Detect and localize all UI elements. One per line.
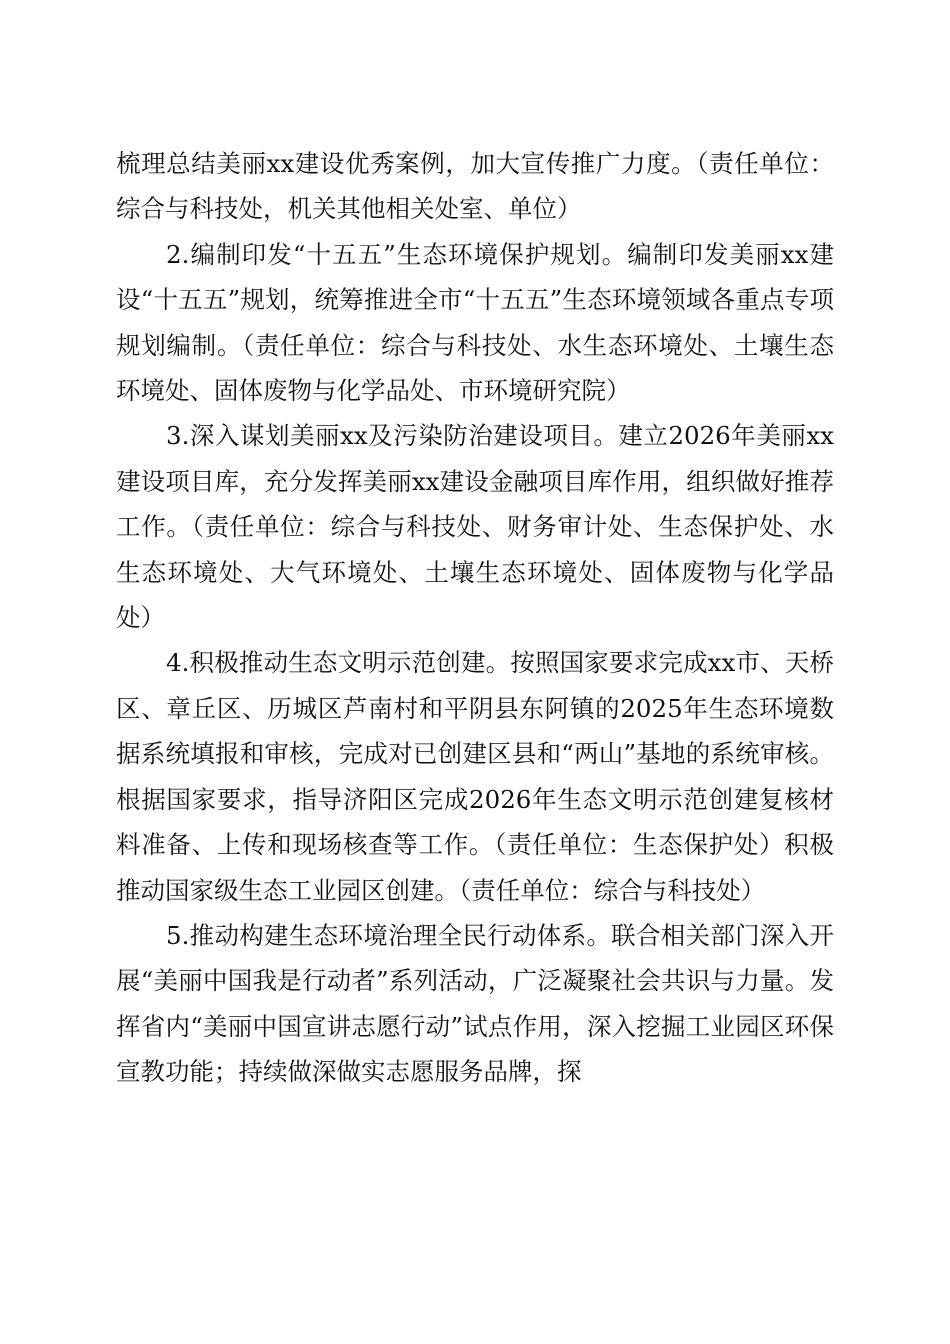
paragraph-item-5: 5.推动构建生态环境治理全民行动体系。联合相关部门深入开展“美丽中国我是行动者”系列活动，广泛凝聚社会共识与力量。发挥省内“美丽中国宣讲志愿行动”试点作用，深入挖掘工业园区环保宣教功能；持续做深做实志愿服务品牌，探 — [116, 920, 834, 1087]
paragraph-item-4: 4.积极推动生态文明示范创建。按照国家要求完成xx市、天桥区、章丘区、历城区芦南村和平阴县东阿镇的2025年生态环境数据系统填报和审核，完成对已创建区县和“两山”基地的系统审核。根据国家要求，指导济阳区完成2026年生态文明示范创建复核材料准备、上传和现场核查等工作。（责任单位：生态保护处）积极推动国家级生态工业园区创建。（责任单位：综合与科技处） — [116, 648, 834, 905]
document-body — [116, 141, 834, 1095]
paragraph-intro-continuation: 梳理总结美丽xx建设优秀案例，加大宣传推广力度。（责任单位：综合与科技处，机关其他相关处室、单位） — [116, 149, 834, 224]
paragraph-item-3: 3.深入谋划美丽xx及污染防治建设项目。建立2026年美丽xx建设项目库，充分发挥美丽xx建设金融项目库作用，组织做好推荐工作。（责任单位：综合与科技处、财务审计处、生态保护处、水生态环境处、大气环境处、土壤生态环境处、固体废物与化学品处） — [116, 421, 834, 633]
paragraph-item-2: 2.编制印发“十五五”生态环境保护规划。编制印发美丽xx建设“十五五”规划，统筹推进全市“十五五”生态环境领域各重点专项规划编制。（责任单位：综合与科技处、水生态环境处、土壤生态环境处、固体废物与化学品处、市环境研究院） — [116, 239, 834, 406]
